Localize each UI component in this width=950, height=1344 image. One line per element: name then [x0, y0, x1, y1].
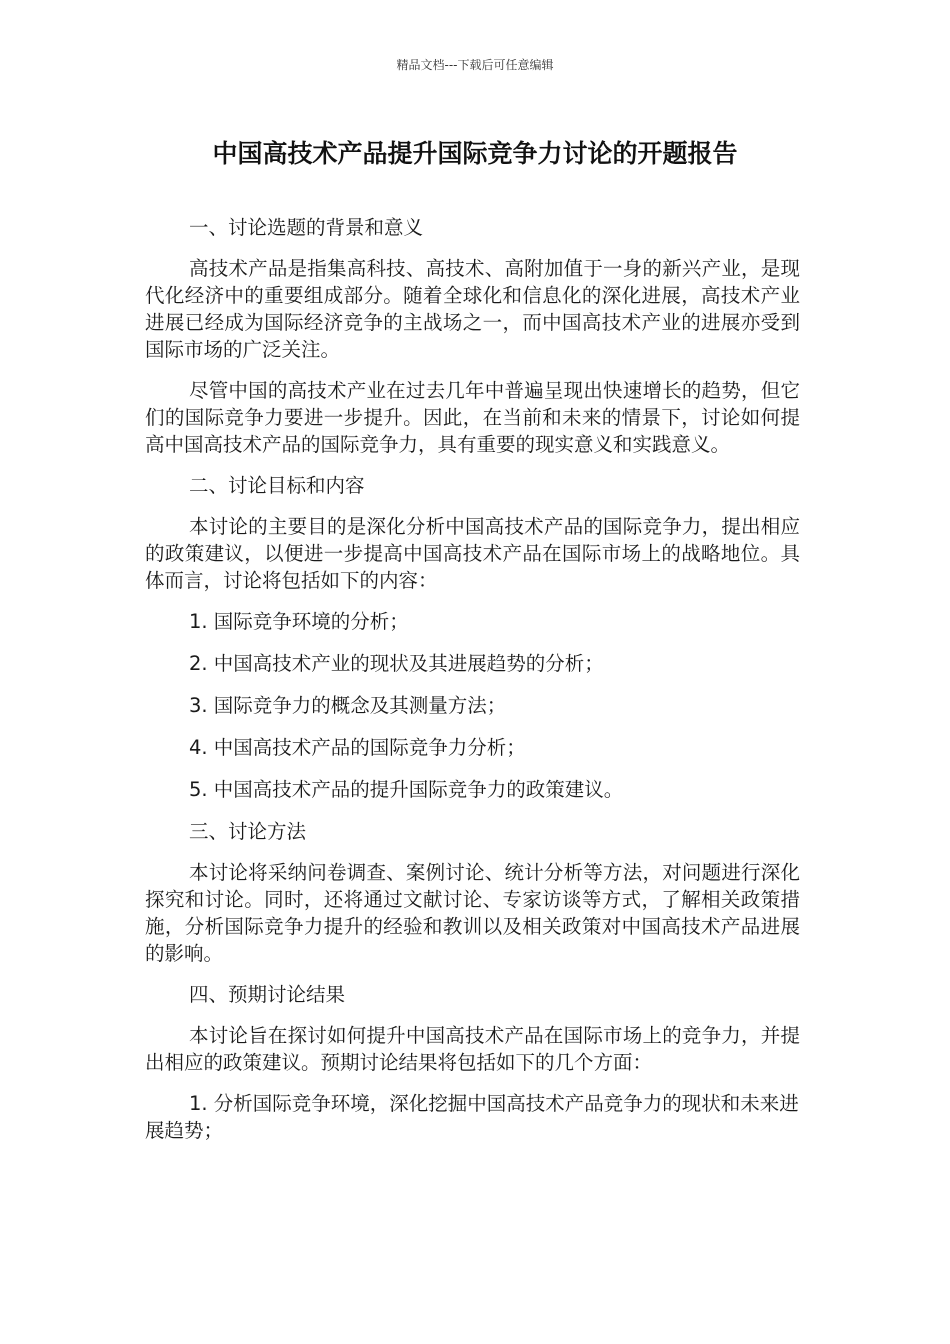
- paragraph-expected-results: 本讨论旨在探讨如何提升中国高技术产品在国际市场上的竞争力，并提出相应的政策建议。预期讨论结果将包括如下的几个方面：: [145, 1024, 800, 1074]
- list-item: 2. 中国高技术产业的现状及其进展趋势的分析；: [189, 652, 604, 675]
- section-heading-objectives: 二、讨论目标和内容: [189, 474, 365, 497]
- page-title: 中国高技术产品提升国际竞争力讨论的开题报告: [212, 139, 738, 168]
- list-item: 3. 国际竞争力的概念及其测量方法；: [189, 694, 507, 717]
- list-item: 1. 分析国际竞争环境，深化挖掘中国高技术产品竞争力的现状和未来进展趋势；: [145, 1092, 799, 1142]
- document-body: [145, 214, 800, 1159]
- list-item: 5. 中国高技术产品的提升国际竞争力的政策建议。: [189, 778, 624, 801]
- section-heading-expected-results: 四、预期讨论结果: [189, 983, 346, 1006]
- paragraph-background-1: 高技术产品是指集高科技、高技术、高附加值于一身的新兴产业，是现代化经济中的重要组成部分。随着全球化和信息化的深化进展，高技术产业进展已经成为国际经济竞争的主战场之一，而中国高技术产业的进展亦受到国际市场的广泛关注。: [145, 257, 800, 361]
- paragraph-background-2: 尽管中国的高技术产业在过去几年中普遍呈现出快速增长的趋势，但它们的国际竞争力要进一步提升。因此，在当前和未来的情景下，讨论如何提高中国高技术产品的国际竞争力，具有重要的现实意义和实践意义。: [145, 379, 800, 456]
- section-heading-methods: 三、讨论方法: [189, 820, 307, 843]
- paragraph-objectives: 本讨论的主要目的是深化分析中国高技术产品的国际竞争力，提出相应的政策建议，以便进一步提高中国高技术产品在国际市场上的战略地位。具体而言，讨论将包括如下的内容：: [145, 515, 800, 592]
- header-note: 精品文档---下载后可任意编辑: [396, 58, 554, 72]
- paragraph-methods: 本讨论将采纳问卷调查、案例讨论、统计分析等方法，对问题进行深化探究和讨论。同时，还将通过文献讨论、专家访谈等方式，了解相关政策措施，分析国际竞争力提升的经验和教训以及相关政策对中国高技术产品进展的影响。: [145, 861, 800, 965]
- list-item: 4. 中国高技术产品的国际竞争力分析；: [189, 736, 526, 759]
- section-heading-background: 一、讨论选题的背景和意义: [189, 216, 424, 239]
- list-item: 1. 国际竞争环境的分析；: [189, 610, 409, 633]
